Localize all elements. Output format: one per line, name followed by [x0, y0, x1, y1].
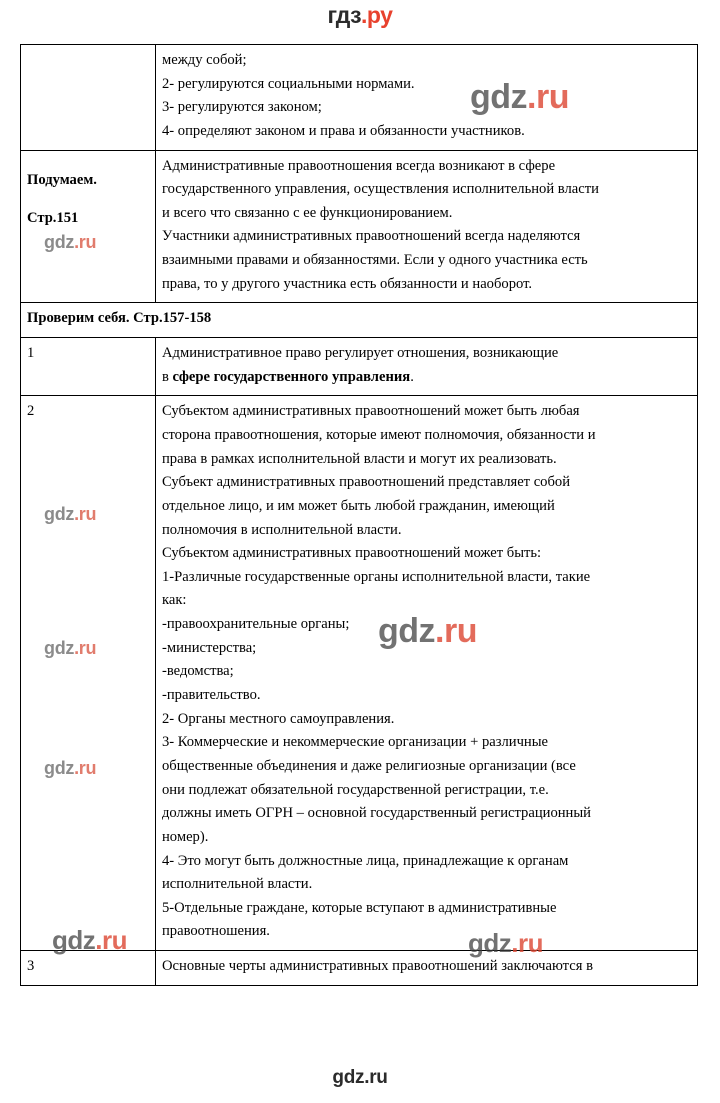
- text-line: 4- определяют законом и права и обязанности участников.: [162, 122, 525, 139]
- text-line: -правительство.: [162, 687, 261, 704]
- row-content-cell: [156, 951, 698, 986]
- table-row: [21, 396, 698, 951]
- row-number-cell: 2: [21, 396, 156, 951]
- row-label-page: Стр.151: [27, 210, 79, 227]
- site-logo-accent: .ру: [361, 2, 393, 28]
- text-line: права в рамках исполнительной власти и могут их реализовать.: [162, 450, 557, 467]
- watermark: gdz.ru: [44, 638, 97, 658]
- watermark: gdz.ru: [378, 612, 477, 650]
- row-content-cell: [156, 396, 698, 951]
- text-line: отдельное лицо, и им может быть любой гражданин, имеющий: [162, 497, 555, 514]
- text-line: общественные объединения и даже религиозные организации (все: [162, 757, 576, 774]
- row-number-cell: [21, 150, 156, 303]
- row-number-cell: [21, 45, 156, 151]
- text-line: -правоохранительные органы;: [162, 616, 350, 633]
- text-line: 5-Отдельные граждане, которые вступают в административные: [162, 899, 557, 916]
- text-line: как:: [162, 592, 187, 609]
- table-row: [21, 951, 698, 986]
- answers-table: [20, 44, 698, 986]
- text-line: взаимными правами и обязанностями. Если у одного участника есть: [162, 252, 588, 269]
- row-content-cell: [156, 45, 698, 151]
- text-line: Административное право регулирует отношения, возникающие: [162, 345, 559, 362]
- text-line: должны иметь ОГРН – основной государственный регистрационный: [162, 805, 591, 822]
- text-line: номер).: [162, 828, 209, 845]
- site-logo-main: гдз: [327, 2, 362, 28]
- text-line: -ведомства;: [162, 663, 234, 680]
- watermark: gdz.ru: [470, 78, 569, 116]
- text-line: государственного управления, осуществления исполнительной власти: [162, 181, 599, 198]
- watermark: gdz.ru: [52, 925, 127, 955]
- table-row-heading: [21, 303, 698, 338]
- table-row: [21, 150, 698, 303]
- text-line: 4- Это могут быть должностные лица, принадлежащие к органам: [162, 852, 569, 869]
- text-line: 1-Различные государственные органы исполнительной власти, такие: [162, 568, 591, 585]
- row-label: Подумаем.: [27, 172, 97, 189]
- text-line: -министерства;: [162, 639, 257, 656]
- watermark: gdz.ru: [44, 758, 97, 778]
- text-line: исполнительной власти.: [162, 876, 313, 893]
- text-line: правоотношения.: [162, 923, 270, 940]
- text-line: сторона правоотношения, которые имеют полномочия, обязанности и: [162, 426, 596, 443]
- watermark: gdz.ru: [468, 928, 543, 958]
- text-line: 3- Коммерческие и некоммерческие организации + различные: [162, 734, 549, 751]
- text-line: 2- регулируются социальными нормами.: [162, 75, 415, 92]
- text-line: Участники административных правоотношений всегда наделяются: [162, 228, 581, 245]
- watermark: gdz.ru: [44, 504, 97, 524]
- row-number-cell: 1: [21, 338, 156, 396]
- text-line-rich: в сфере государственного управления.: [162, 368, 414, 385]
- text-line: 2- Органы местного самоуправления.: [162, 710, 395, 727]
- text-line: и всего что связанно с ее функционированием.: [162, 204, 453, 221]
- watermark: gdz.ru: [44, 232, 97, 252]
- site-logo-bottom: gdz.ru: [332, 1067, 388, 1088]
- table-row: [21, 338, 698, 396]
- row-content-cell: [156, 150, 698, 303]
- site-logo-top: [328, 2, 393, 29]
- row-content-cell: [156, 338, 698, 396]
- emphasis-text: сфере государственного управления: [172, 368, 411, 385]
- text-line: Административные правоотношения всегда возникают в сфере: [162, 157, 556, 174]
- text-line: между собой;: [162, 52, 247, 68]
- text-line: 3- регулируются законом;: [162, 99, 322, 116]
- row-number-cell: 3: [21, 951, 156, 986]
- text-line: Субъектом административных правоотношений может быть любая: [162, 403, 580, 420]
- table-row: [21, 45, 698, 151]
- text-line: они подлежат обязательной государственной регистрации, т.е.: [162, 781, 549, 798]
- text-line: Субъектом административных правоотношений может быть:: [162, 545, 542, 562]
- text-line: полномочия в исполнительной власти.: [162, 521, 402, 538]
- text-line: права, то у другого участника есть обязанности и наоборот.: [162, 275, 533, 292]
- text-line: Основные черты административных правоотношений заключаются в: [162, 958, 593, 975]
- table-body: [21, 45, 698, 986]
- section-heading: Проверим себя. Стр.157-158: [21, 303, 698, 338]
- text-line: Субъект административных правоотношений представляет собой: [162, 474, 571, 491]
